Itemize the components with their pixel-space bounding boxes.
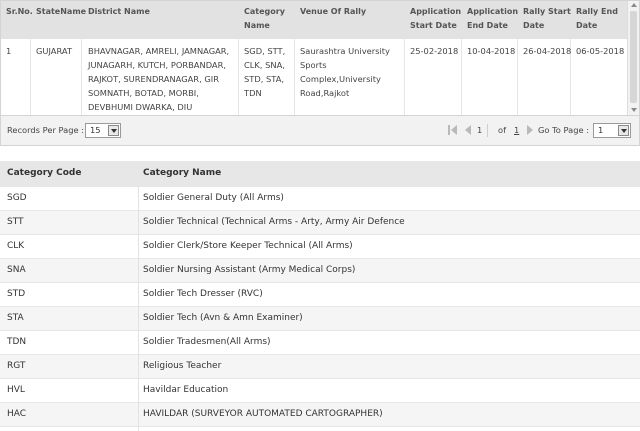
cell-sr-no: 1 (6, 46, 12, 56)
vertical-scrollbar[interactable] (627, 1, 639, 115)
header-category-name: Category Name (244, 7, 285, 30)
category-code: STT (7, 217, 24, 227)
column-divider (238, 39, 239, 115)
category-code: HAC (7, 409, 27, 419)
chevron-down-icon[interactable] (618, 125, 629, 136)
cell-rally-start-date: 26-04-2018 (523, 46, 572, 56)
category-name: Soldier Clerk/Store Keeper Technical (All Arms) (143, 241, 353, 251)
chevron-down-icon[interactable] (108, 125, 119, 136)
table-row[interactable] (0, 259, 640, 283)
total-pages-link[interactable]: 1 (514, 125, 520, 135)
category-code: CLK (7, 241, 25, 251)
category-code: TDN (7, 337, 27, 347)
category-name: Religious Teacher (143, 361, 222, 371)
scrollbar-thumb[interactable] (630, 11, 637, 103)
table-row[interactable] (0, 235, 640, 259)
table-row[interactable] (0, 331, 640, 355)
header-state-name: StateName (36, 7, 87, 16)
header-sr-no: Sr.No. (6, 7, 33, 16)
cell-rally-end-date: 06-05-2018 (576, 46, 625, 56)
column-divider (461, 39, 462, 115)
rally-grid-body (1, 39, 627, 115)
category-name: Soldier Nursing Assistant (Army Medical Corps) (143, 265, 356, 275)
column-divider (404, 39, 405, 115)
category-name: Soldier Tradesmen(All Arms) (143, 337, 271, 347)
column-divider (294, 39, 295, 115)
category-code: STD (7, 289, 26, 299)
scroll-down-icon[interactable] (631, 108, 637, 112)
records-per-page-select[interactable] (85, 123, 121, 138)
rally-grid-header (1, 1, 639, 39)
column-divider (81, 39, 82, 115)
previous-page-icon[interactable] (464, 125, 472, 135)
category-name: HAVILDAR (SURVEYOR AUTOMATED CARTOGRAPHER) (143, 409, 383, 419)
header-rally-end-date: Rally End Date (576, 7, 618, 30)
category-code: STA (7, 313, 24, 323)
column-divider (138, 187, 139, 431)
table-row[interactable] (0, 283, 640, 307)
first-page-icon[interactable] (448, 125, 458, 135)
cell-state-name: GUJARAT (36, 46, 73, 56)
header-venue: Venue Of Rally (300, 7, 367, 16)
table-row[interactable] (0, 307, 640, 331)
cell-application-start-date: 25-02-2018 (410, 46, 459, 56)
category-name: Soldier Technical (Technical Arms - Arty, Army Air Defence (143, 217, 405, 227)
category-code: HVL (7, 385, 25, 395)
header-category-code: Category Code (7, 168, 82, 178)
of-label: of (498, 125, 506, 135)
table-row[interactable] (0, 355, 640, 379)
column-divider (517, 39, 518, 115)
category-name: Soldier Tech (Avn & Amn Examiner) (143, 313, 303, 323)
column-divider (30, 39, 31, 115)
category-name: Havildar Education (143, 385, 229, 395)
rally-grid (0, 0, 640, 146)
header-rally-start-date: Rally Start Date (523, 7, 571, 30)
next-page-icon[interactable] (526, 125, 534, 135)
cell-venue: Saurashtra University Sports Complex,University Road,Rajkot (300, 46, 390, 98)
category-code: RGT (7, 361, 26, 371)
records-per-page-value: 15 (90, 125, 101, 135)
scroll-up-icon[interactable] (631, 3, 637, 7)
cell-application-end-date: 10-04-2018 (467, 46, 516, 56)
table-row[interactable] (0, 403, 640, 427)
table-row[interactable] (0, 187, 640, 211)
records-per-page-label: Records Per Page : (7, 125, 85, 135)
category-name: Soldier Tech Dresser (RVC) (143, 289, 263, 299)
go-to-page-label: Go To Page : (538, 125, 590, 135)
header-category-name: Category Name (143, 168, 222, 178)
header-application-end-date: Application End Date (467, 7, 519, 30)
category-code: SGD (7, 193, 27, 203)
cell-district-name: BHAVNAGAR, AMRELI, JAMNAGAR, JUNAGARH, KUTCH, PORBANDAR, RAJKOT, SURENDRANAGAR, GIR SOMNATH, BOTAD, MORBI, DEVBHUMI DWARKA, DIU (88, 46, 230, 112)
header-application-start-date: Application Start Date (410, 7, 462, 30)
header-district-name: District Name (88, 7, 150, 16)
current-page: 1 (477, 125, 483, 135)
table-row[interactable] (0, 211, 640, 235)
pager-divider (487, 124, 488, 137)
go-to-page-select[interactable] (593, 123, 631, 138)
go-to-page-value: 1 (598, 125, 604, 135)
category-name: Soldier General Duty (All Arms) (143, 193, 284, 203)
table-row[interactable] (0, 379, 640, 403)
cell-category-name: SGD, STT, CLK, SNA, STD, STA, TDN (244, 46, 286, 98)
category-table-header (0, 161, 640, 187)
category-code: SNA (7, 265, 26, 275)
pager-bar (1, 115, 639, 145)
